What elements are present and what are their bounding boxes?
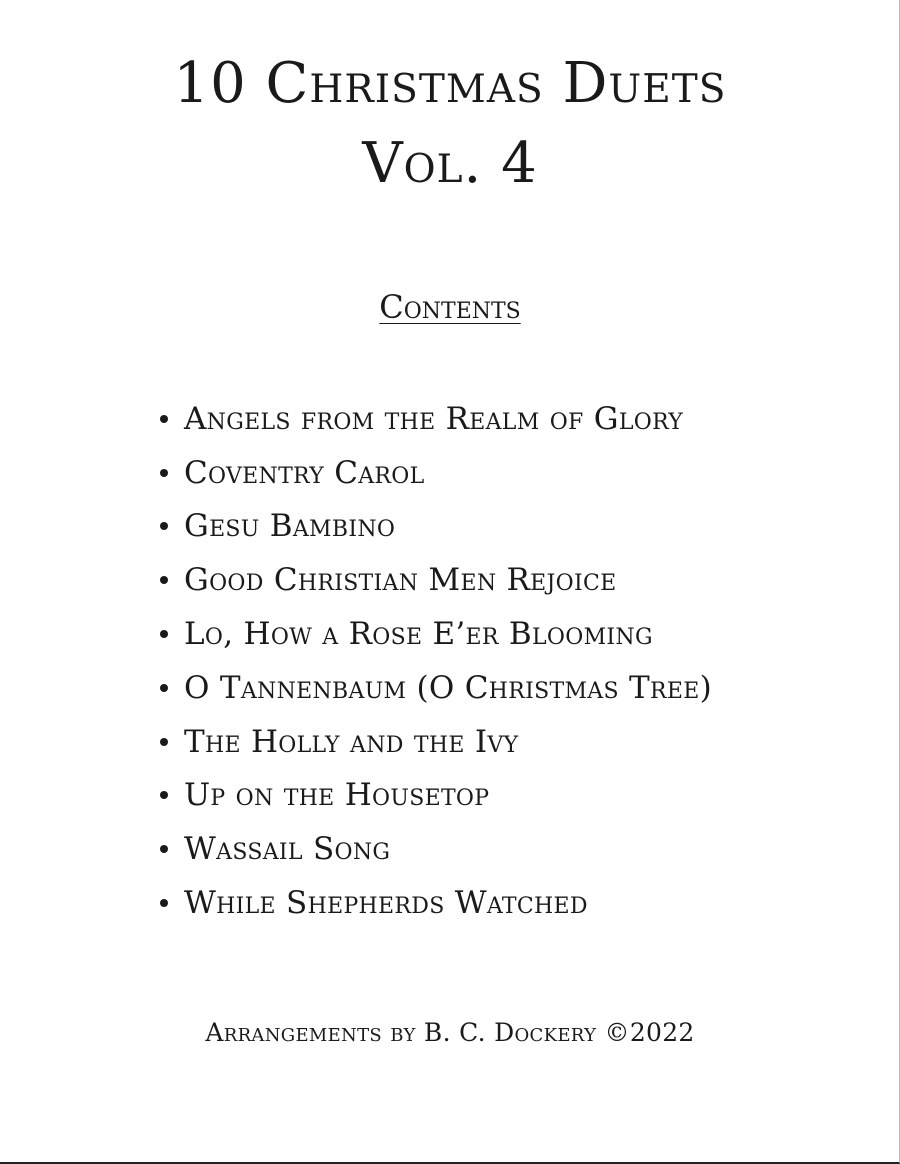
bullet-icon xyxy=(160,576,168,584)
contents-item-label: Gesu Bambino xyxy=(184,508,396,545)
contents-item xyxy=(160,607,712,661)
contents-item xyxy=(160,876,712,930)
contents-item xyxy=(160,715,712,769)
contents-item xyxy=(160,553,712,607)
contents-item-label: Angels from the Realm of Glory xyxy=(184,400,684,437)
contents-item xyxy=(160,769,712,823)
contents-item-label: Coventry Carol xyxy=(184,454,425,491)
contents-item-label: O Tannenbaum (O Christmas Tree) xyxy=(184,669,712,706)
bullet-icon xyxy=(160,684,168,692)
contents-item-label: While Shepherds Watched xyxy=(184,885,588,922)
contents-item xyxy=(160,392,712,446)
bullet-icon xyxy=(160,469,168,477)
contents-item xyxy=(160,500,712,554)
contents-item xyxy=(160,822,712,876)
contents-item-label: Good Christian Men Rejoice xyxy=(184,562,617,599)
contents-list xyxy=(160,392,712,930)
title-line-2: Vol. 4 xyxy=(362,131,538,196)
bullet-icon xyxy=(160,522,168,530)
credits-line: Arrangements by B. C. Dockery ©2022 xyxy=(205,1018,695,1047)
contents-item-label: Wassail Song xyxy=(184,831,391,868)
contents-heading: Contents xyxy=(379,288,521,326)
bullet-icon xyxy=(160,899,168,907)
bullet-icon xyxy=(160,415,168,423)
contents-item-label: Up on the Housetop xyxy=(184,777,490,814)
contents-item xyxy=(160,661,712,715)
contents-item xyxy=(160,446,712,500)
bullet-icon xyxy=(160,845,168,853)
contents-item-label: Lo, How a Rose E’er Blooming xyxy=(184,616,653,653)
bullet-icon xyxy=(160,791,168,799)
contents-item-label: The Holly and the Ivy xyxy=(184,723,519,760)
bullet-icon xyxy=(160,630,168,638)
bullet-icon xyxy=(160,738,168,746)
title-line-1: 10 Christmas Duets xyxy=(173,51,727,116)
